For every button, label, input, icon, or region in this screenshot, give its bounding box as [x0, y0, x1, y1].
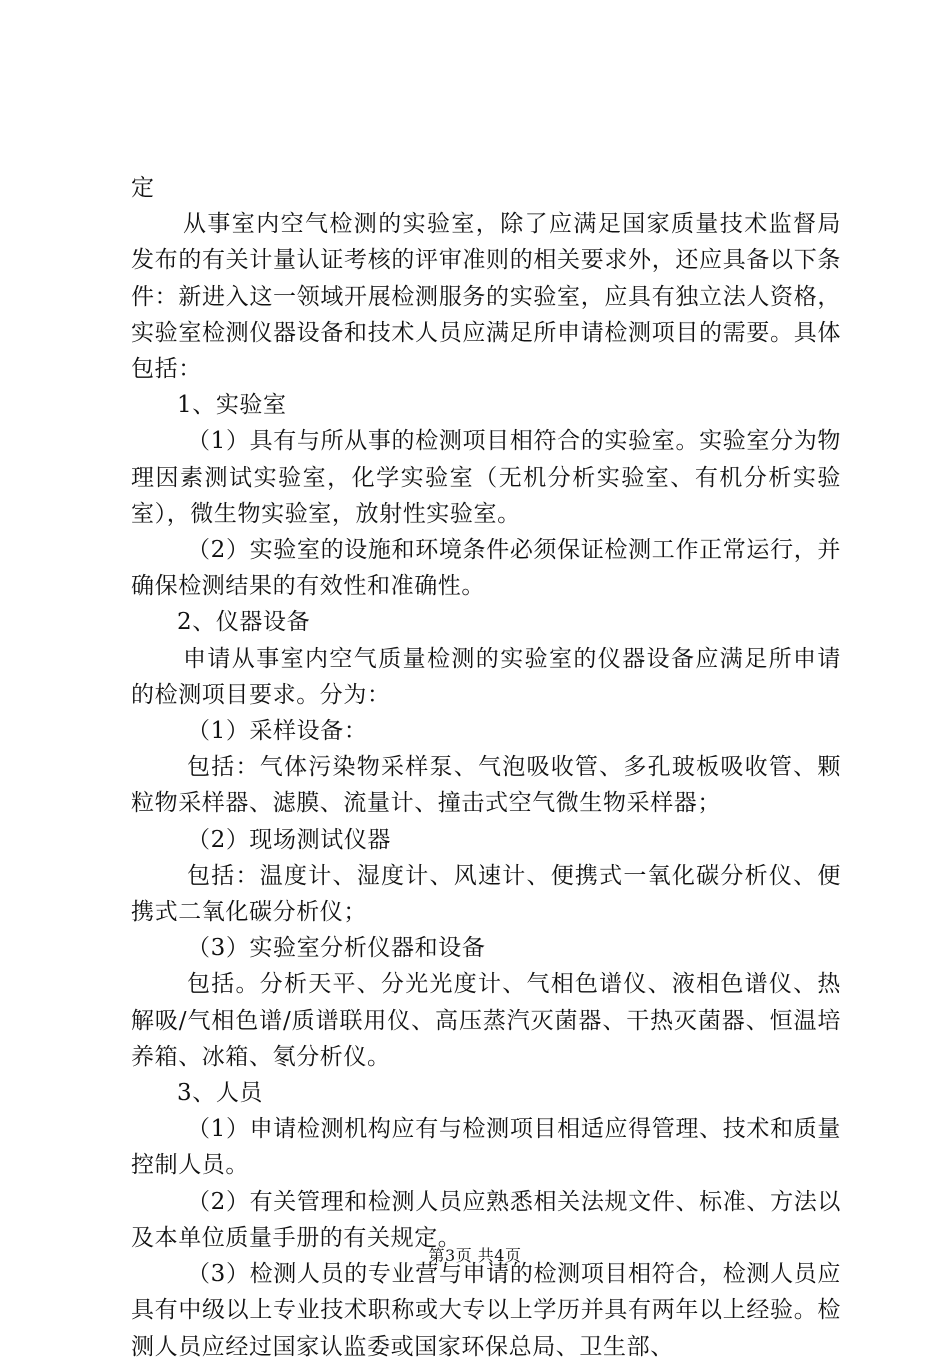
paragraph-personnel-item-3: （3）检测人员的专业营与申请的检测项目相符合，检测人员应具有中级以上专业技术职称或大专以上学历并具有两年以上经验。检测人员应经过国家认监委或国家环保总局、卫生部、	[131, 1261, 841, 1360]
paragraph-lab-item-1: （1）具有与所从事的检测项目相符合的实验室。实验室分为物理因素测试实验室，化学实验室（无机分析实验室、有机分析实验室），微生物实验室，放射性实验室。	[131, 428, 841, 527]
paragraph-field-instruments: 包括：温度计、湿度计、风速计、便携式一氧化碳分析仪、便携式二氧化碳分析仪；	[131, 862, 841, 926]
paragraph-sampling-equipment: 包括：气体污染物采样泵、气泡吸收管、多孔玻板吸收管、颗粒物采样器、滤膜、流量计、撞击式空气微生物采样器；	[131, 754, 841, 817]
subheading-sampling-equipment: （1）采样设备：	[187, 718, 368, 745]
paragraph-intro: 从事室内空气检测的实验室，除了应满足国家质量技术监督局发布的有关计量认证考核的评审准则的相关要求外，还应具备以下条件：新进入这一领域开展检测服务的实验室，应具有独立法人资格，实验室检测仪器设备和技术人员应满足所申请检测项目的需要。具体包括：	[131, 211, 841, 383]
page-number-label: 第3页 共4页	[428, 1246, 522, 1265]
paragraph-equipment-intro: 申请从事室内空气质量检测的实验室的仪器设备应满足所申请的检测项目要求。分为：	[131, 645, 841, 708]
paragraph-personnel-item-2: （2）有关管理和检测人员应熟悉相关法规文件、标准、方法以及本单位质量手册的有关规定。	[131, 1188, 841, 1251]
paragraph-personnel-item-1: （1）申请检测机构应有与检测项目相适应得管理、技术和质量控制人员。	[131, 1116, 841, 1179]
page-footer	[0, 1243, 950, 1266]
subheading-field-instruments: （2）现场测试仪器	[187, 826, 392, 853]
section-heading-laboratory: 1、实验室	[177, 392, 287, 419]
section-heading-personnel: 3、人员	[177, 1080, 264, 1107]
section-heading-equipment: 2、仪器设备	[177, 609, 311, 636]
paragraph-continuation: 定	[131, 175, 155, 201]
paragraph-lab-item-2: （2）实验室的设施和环境条件必须保证检测工作正常运行，并确保检测结果的有效性和准确性。	[131, 537, 841, 600]
document-body	[131, 170, 841, 1365]
subheading-lab-instruments: （3）实验室分析仪器和设备	[187, 935, 486, 962]
paragraph-lab-instruments: 包括。分析天平、分光光度计、气相色谱仪、液相色谱仪、热解吸/气相色谱/质谱联用仪、高压蒸汽灭菌器、干热灭菌器、恒温培养箱、冰箱、氡分析仪。	[131, 971, 841, 1070]
